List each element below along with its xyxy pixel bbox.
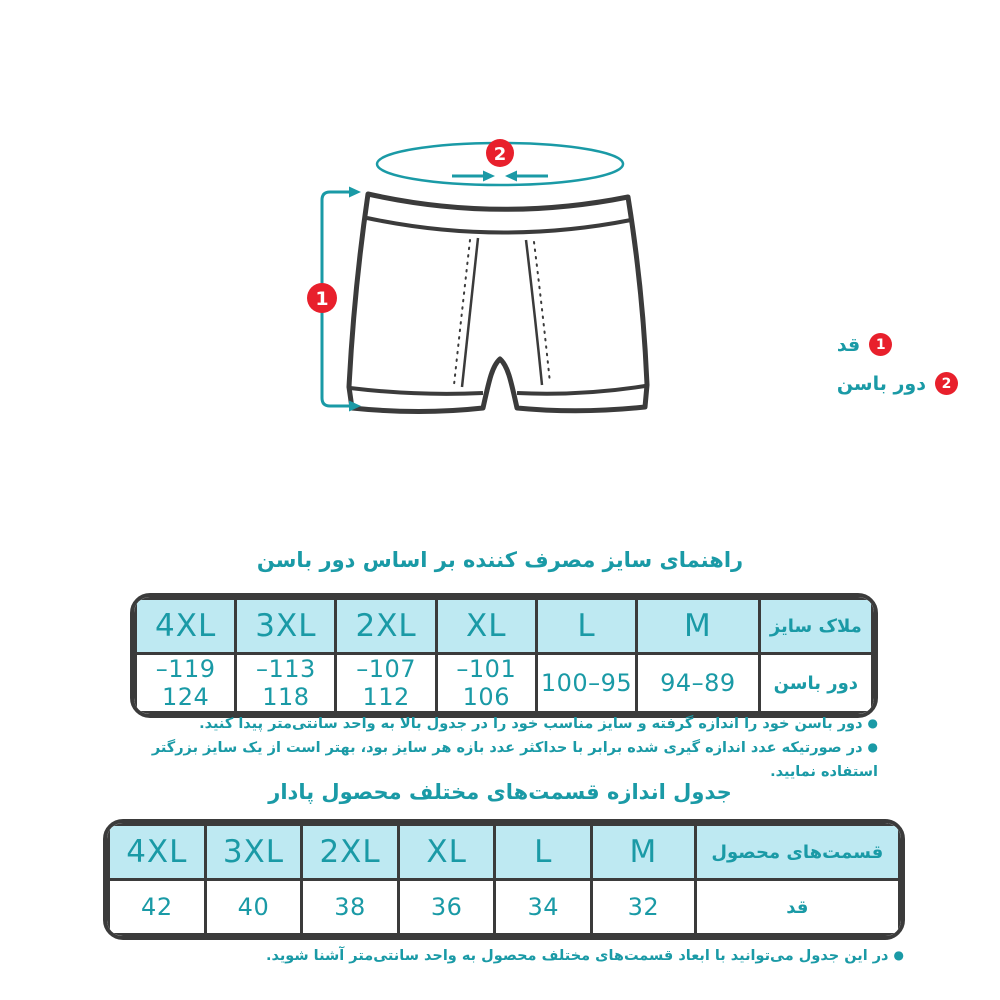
size-guide-header-row [136,599,873,654]
circumference-arrows-icon [452,171,548,182]
product-size-col-2xl: 2XL [302,825,399,880]
product-size-col-xl: XL [398,825,495,880]
product-header-label: قسمت‌های محصول [695,825,899,880]
legend-item-height [837,333,892,356]
product-size-col-l: L [495,825,592,880]
legend-label-height: قد [836,333,861,356]
legend-item-hip [837,372,958,395]
note-measure-hip: ●دور باسن خود را اندازه گرفته و سایز مناسب خود را در جدول بالا به واحد سانتی‌متر پیدا کنید. [199,716,878,732]
measurement-legend [837,333,958,395]
length-value-l: 34 [495,880,592,935]
size-col-3xl: 3XL [236,599,336,654]
hip-values-row [136,654,873,713]
size-col-xl: XL [436,599,536,654]
marker-2-badge [486,139,514,167]
size-col-l: L [536,599,636,654]
boxer-shorts-illustration [349,194,647,412]
size-guide-table [130,593,878,718]
svg-text:2: 2 [493,144,507,165]
boxer-shorts-diagram [280,130,700,430]
note-size-up: ●در صورتیکه عدد اندازه گیری شده برابر با حداکثر عدد بازه هر سایز بود، بهتر است از یک سایز بزرگتر استفاده نمایید. [151,740,878,780]
hip-value-2xl: 107–112 [336,654,436,713]
size-col-4xl: 4XL [136,599,236,654]
product-size-col-m: M [592,825,696,880]
bullet-icon: ● [867,716,878,730]
note-product-dimensions: ●در این جدول می‌توانید با ابعاد قسمت‌های مختلف محصول به واحد سانتی‌متر آشنا شوید. [265,948,904,964]
size-col-m: M [637,599,759,654]
size-guide-header-label: ملاک سایز [759,599,872,654]
legend-badge-2: 2 [935,372,958,395]
hip-value-4xl: 119–124 [136,654,236,713]
length-values-row [109,880,900,935]
length-value-m: 32 [592,880,696,935]
length-row-label: قد [695,880,899,935]
length-value-3xl: 40 [205,880,302,935]
hip-row-label: دور باسن [759,654,872,713]
hip-value-xl: 101–106 [436,654,536,713]
size-guide-title: راهنمای سایز مصرف کننده بر اساس دور باسن [256,548,744,572]
product-size-col-3xl: 3XL [205,825,302,880]
hip-value-3xl: 113–118 [236,654,336,713]
legend-badge-1: 1 [869,333,892,356]
bullet-icon: ● [867,740,878,754]
bullet-icon: ● [893,948,904,962]
product-table-notes [84,944,904,968]
legend-label-hip: دور باسن [836,372,926,395]
length-value-4xl: 42 [109,880,206,935]
product-dimensions-table [103,819,905,940]
product-size-col-4xl: 4XL [109,825,206,880]
product-table-title: جدول اندازه قسمت‌های مختلف محصول پادار [268,780,732,804]
marker-1-badge [307,283,337,313]
hip-value-l: 95–100 [536,654,636,713]
product-table-header-row [109,825,900,880]
size-guide-notes [98,712,878,784]
hip-value-m: 89–94 [637,654,759,713]
length-value-xl: 36 [398,880,495,935]
size-col-2xl: 2XL [336,599,436,654]
length-value-2xl: 38 [302,880,399,935]
svg-text:1: 1 [315,288,329,310]
